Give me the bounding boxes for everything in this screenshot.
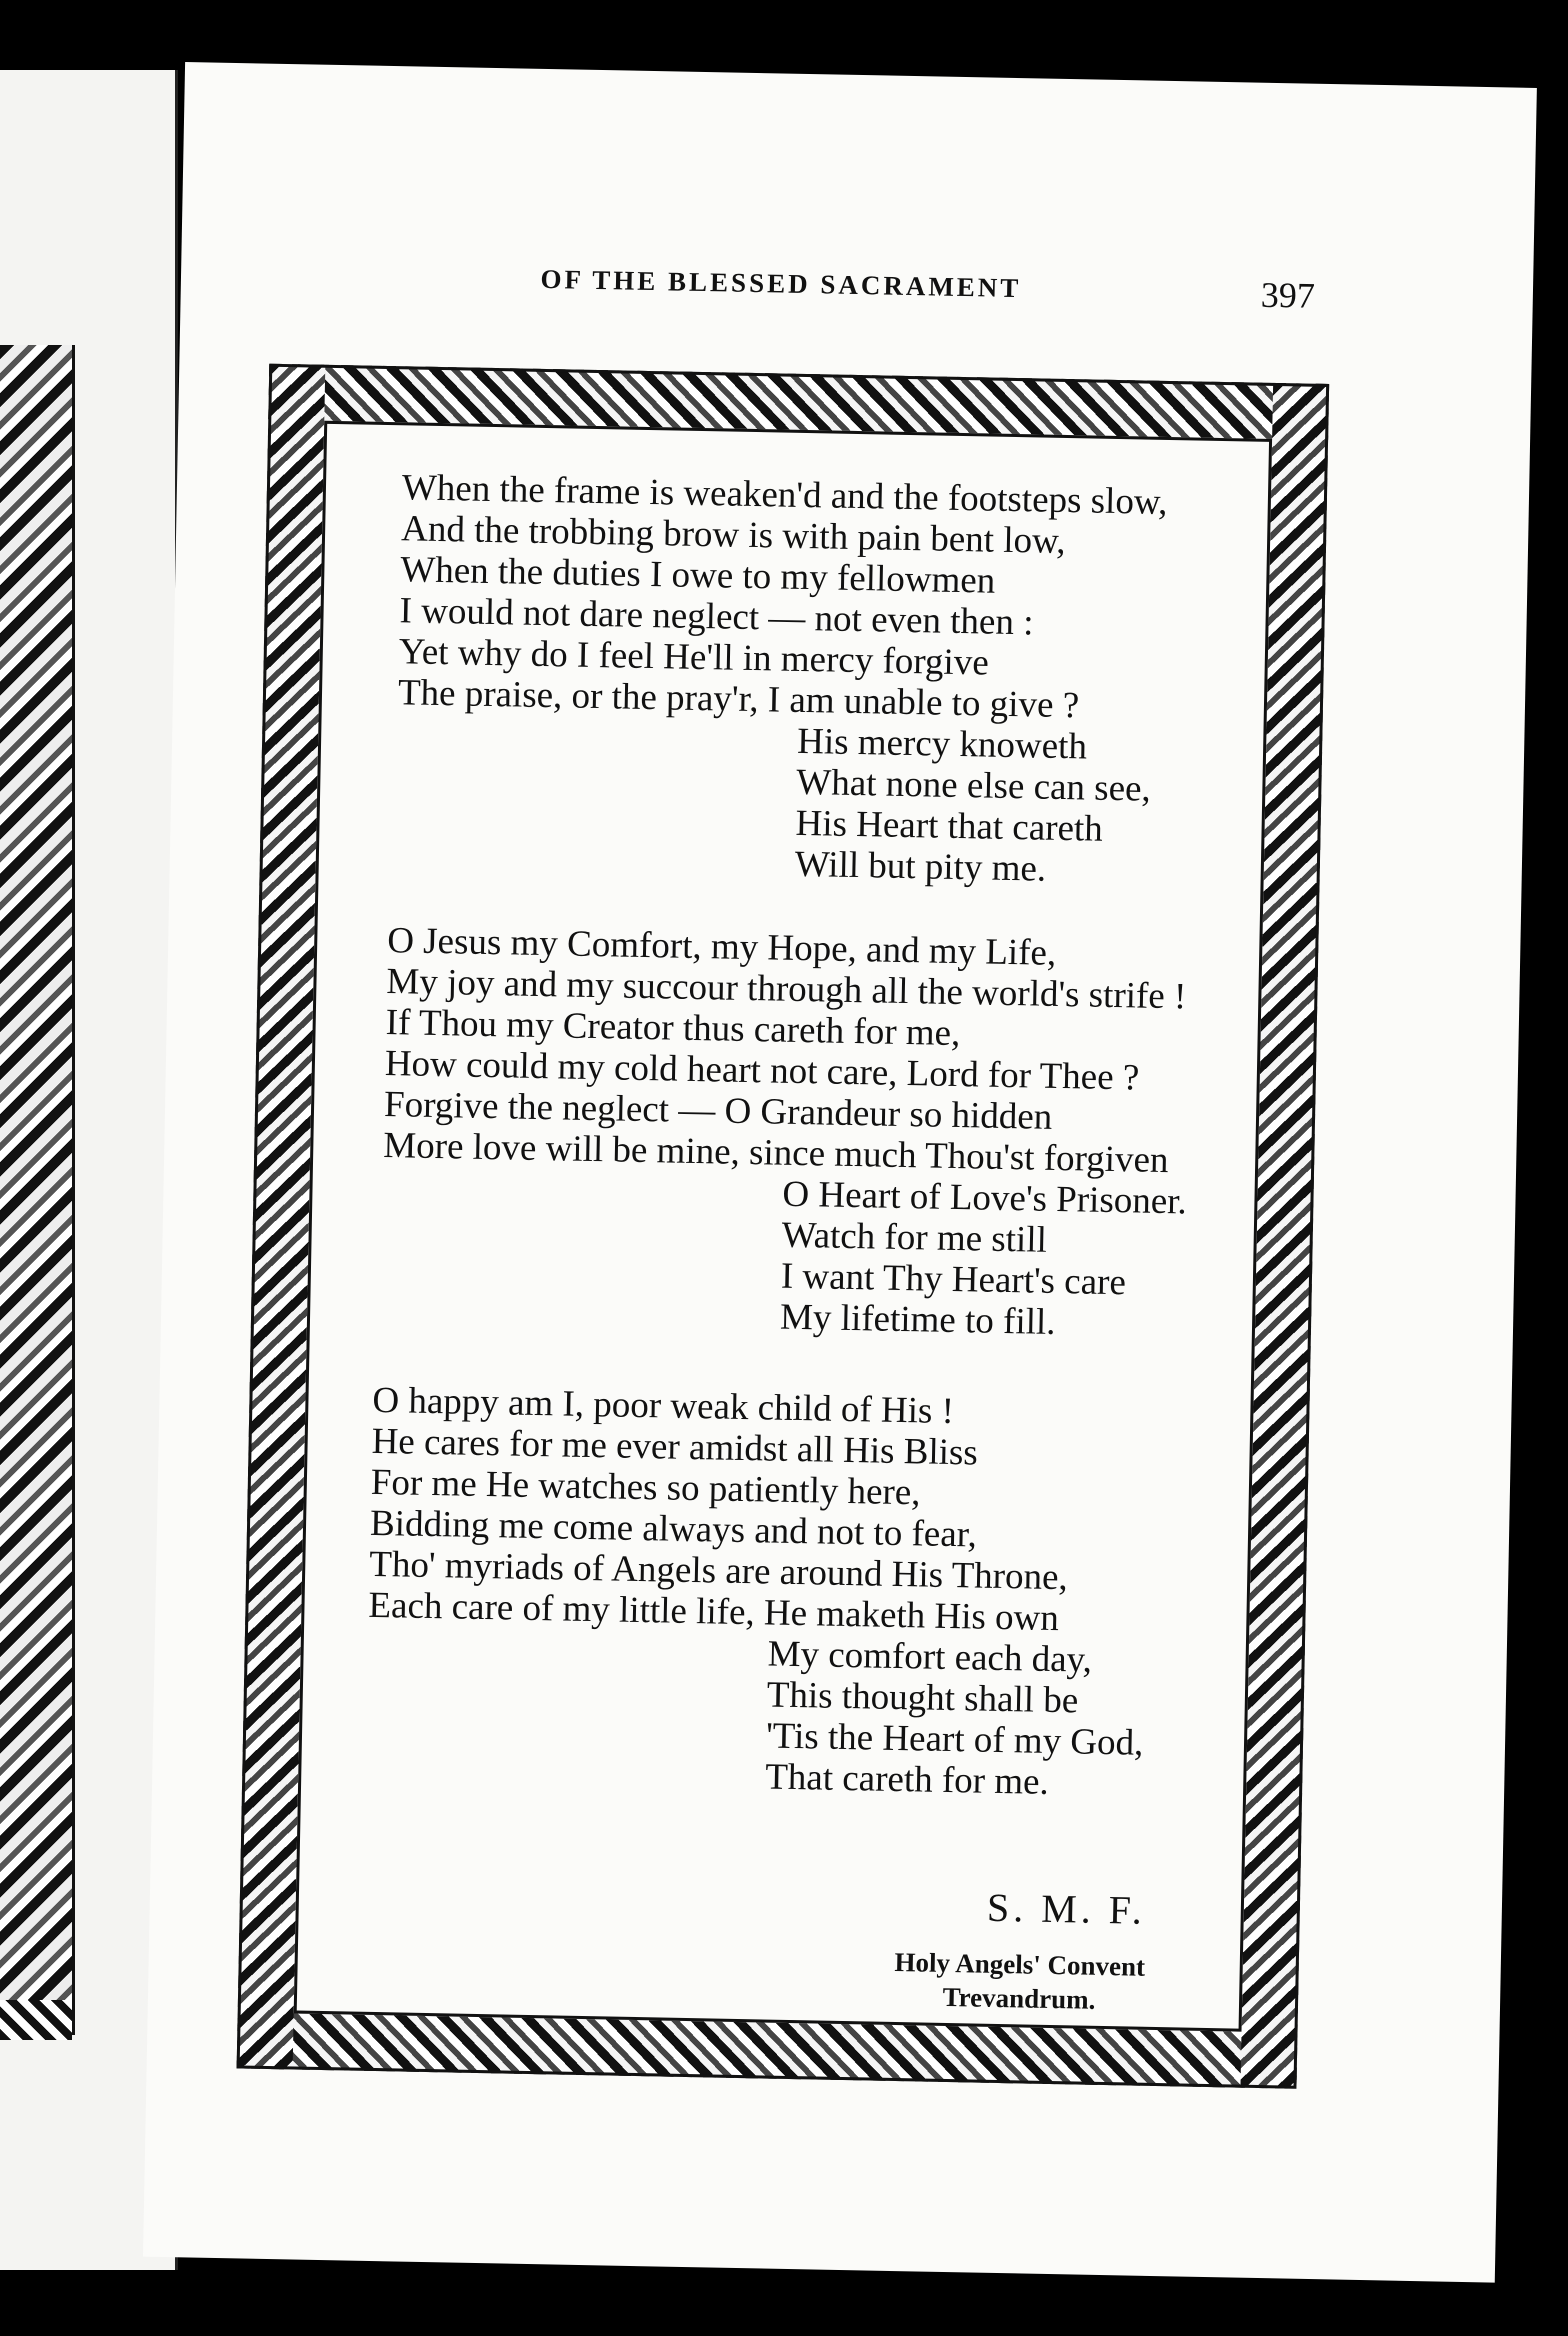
refrain-line: I want Thy Heart's care [780,1255,1127,1304]
refrain-line: That careth for me. [764,1756,1050,1803]
poem-line: He cares for me ever amidst all His Bliss [371,1420,979,1474]
poem-line: Each care of my little life, He maketh His own [368,1584,1060,1640]
convent-name: Holy Angels' Convent [894,1946,1146,1982]
running-header [180,257,1533,343]
refrain-line: Will but pity me. [794,843,1047,890]
poem-line: Yet why do I feel He'll in mercy forgive [398,631,990,684]
town-name: Trevandrum. [942,1981,1096,2015]
decorative-frame [237,364,1330,2089]
poem-line: For me He watches so patiently here, [370,1461,921,1514]
refrain-line: My lifetime to fill. [779,1296,1056,1343]
poem-line: When the duties I owe to my fellowmen [400,549,996,602]
poem-line: How could my cold heart not care, Lord for Thee ? [384,1043,1140,1099]
poem-line: If Thou my Creator thus careth for me, [385,1002,961,1055]
poem-line: O happy am I, poor weak child of His ! [372,1379,955,1433]
refrain-line: His mercy knoweth [796,720,1088,768]
stanza-2 [380,920,1330,1348]
refrain-line: What none else can see, [796,761,1152,810]
poem-line: My joy and my succour through all the world's strife ! [386,961,1187,1018]
poem-line: Tho' myriads of Angels are around His Throne, [368,1543,1069,1599]
author-initials: S. M. F. [986,1884,1147,1933]
refrain-line: His Heart that careth [795,802,1104,850]
stanza-3 [365,1380,1315,1808]
stanza-1 [395,467,1345,895]
facing-page-border [0,345,75,2035]
poem-line: I would not dare neglect — not even then : [399,590,1034,644]
book-page [143,62,1537,2283]
refrain-line: This thought shall be [766,1674,1079,1722]
page-number: 397 [1260,274,1316,316]
poem-line: When the frame is weaken'd and the footsteps slow, [401,467,1168,523]
poem-line: O Jesus my Comfort, my Hope, and my Life, [386,920,1057,974]
poem-line: And the trobbing brow is with pain bent low, [400,508,1067,563]
poem-line: The praise, or the pray'r, I am unable to give ? [397,672,1080,727]
refrain-line: 'Tis the Heart of my God, [765,1715,1144,1764]
facing-page-border-corner [0,2000,72,2040]
poem-line: Bidding me come always and not to fear, [369,1502,978,1556]
poem-line: More love will be mine, since much Thou'st forgiven [382,1125,1169,1182]
refrain-line: Watch for me still [781,1214,1048,1261]
running-title: OF THE BLESSED SACRAMENT [540,263,1022,304]
poem-line: Forgive the neglect — O Grandeur so hidden [383,1084,1053,1138]
author-location [839,1944,1200,2019]
poem [297,424,1269,2029]
refrain-line: O Heart of Love's Prisoner. [782,1173,1188,1223]
refrain-line: My comfort each day, [767,1633,1093,1681]
poem-panel [294,421,1272,2032]
